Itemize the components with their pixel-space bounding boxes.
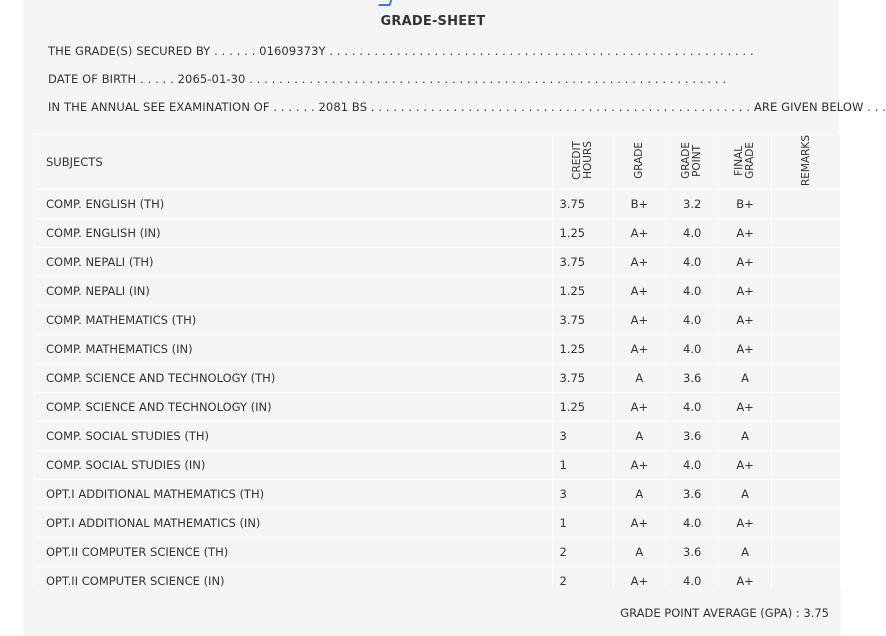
subject-cell: COMP. ENGLISH (TH) — [34, 190, 553, 219]
secured-by-line — [48, 44, 754, 58]
credit-hours-cell: 3 — [552, 480, 613, 509]
exam-label: IN THE ANNUAL SEE EXAMINATION OF . . . . . . — [48, 100, 315, 114]
header-final-grade — [719, 135, 772, 190]
final-grade-cell: A+ — [719, 335, 772, 364]
final-grade-cell: B+ — [719, 190, 772, 219]
grade-point-cell: 4.0 — [666, 219, 719, 248]
header-remarks-label: REMARKS — [799, 135, 812, 187]
gpa-value: 3.75 — [803, 606, 829, 620]
grade-point-cell: 4.0 — [666, 248, 719, 277]
credit-hours-cell: 2 — [552, 538, 613, 567]
header-grade-point — [666, 135, 719, 190]
remarks-cell — [772, 248, 841, 277]
credit-hours-cell: 1 — [552, 509, 613, 538]
header-subjects — [34, 135, 553, 190]
grade-point-cell: 3.6 — [666, 538, 719, 567]
exam-tail: ARE GIVEN BELOW . . . — [753, 100, 886, 114]
grade-point-cell: 4.0 — [666, 335, 719, 364]
final-grade-cell: A+ — [719, 451, 772, 480]
grade-cell: A — [613, 422, 666, 451]
grade-cell: B+ — [613, 190, 666, 219]
grade-cell: A+ — [613, 335, 666, 364]
table-row — [34, 451, 841, 480]
subject-cell: COMP. SCIENCE AND TECHNOLOGY (TH) — [34, 364, 553, 393]
grade-point-cell: 3.6 — [666, 364, 719, 393]
grades-table — [33, 134, 841, 596]
exam-value: 2081 BS — [318, 100, 368, 114]
table-row — [34, 248, 841, 277]
grade-point-cell: 3.6 — [666, 422, 719, 451]
final-grade-cell: A+ — [719, 277, 772, 306]
grade-cell: A+ — [613, 509, 666, 538]
table-body — [34, 190, 841, 596]
credit-hours-cell: 1.25 — [552, 335, 613, 364]
grade-point-cell: 4.0 — [666, 567, 719, 596]
final-grade-cell: A — [719, 364, 772, 393]
decorative-mark — [378, 0, 394, 6]
remarks-cell — [772, 538, 841, 567]
final-grade-cell: A — [719, 480, 772, 509]
secured-by-dots: . . . . . . . . . . . . . . . . . . . . . . . . . . . . . . . . . . . . . . . . . . . . . . . . . . . . . . . . . — [329, 44, 754, 58]
exam-line — [48, 100, 886, 114]
subject-cell: OPT.II COMPUTER SCIENCE (TH) — [34, 538, 553, 567]
credit-hours-cell: 1.25 — [552, 277, 613, 306]
remarks-cell — [772, 306, 841, 335]
grade-cell: A+ — [613, 451, 666, 480]
header-grade-point-label: GRADE POINT — [680, 142, 704, 179]
subject-cell: COMP. SOCIAL STUDIES (IN) — [34, 451, 553, 480]
credit-hours-cell: 3.75 — [552, 364, 613, 393]
grade-cell: A — [613, 480, 666, 509]
remarks-cell — [772, 480, 841, 509]
table-row — [34, 422, 841, 451]
table-row — [34, 306, 841, 335]
subject-cell: COMP. ENGLISH (IN) — [34, 219, 553, 248]
final-grade-cell: A+ — [719, 567, 772, 596]
remarks-cell — [772, 393, 841, 422]
credit-hours-cell: 3.75 — [552, 248, 613, 277]
gpa-section — [33, 588, 841, 636]
header-credit-hours — [552, 135, 613, 190]
final-grade-cell: A+ — [719, 248, 772, 277]
table-row — [34, 277, 841, 306]
header-grade — [613, 135, 666, 190]
remarks-cell — [772, 219, 841, 248]
subject-cell: COMP. SCIENCE AND TECHNOLOGY (IN) — [34, 393, 553, 422]
final-grade-cell: A+ — [719, 393, 772, 422]
grade-point-cell: 3.2 — [666, 190, 719, 219]
table-row — [34, 393, 841, 422]
final-grade-cell: A+ — [719, 219, 772, 248]
remarks-cell — [772, 451, 841, 480]
exam-dots: . . . . . . . . . . . . . . . . . . . . . . . . . . . . . . . . . . . . . . . . . . . . . . . . . . . — [370, 100, 751, 114]
remarks-cell — [772, 509, 841, 538]
remarks-cell — [772, 335, 841, 364]
gpa-line — [620, 606, 829, 620]
header-remarks — [772, 135, 841, 190]
credit-hours-cell: 2 — [552, 567, 613, 596]
dob-line — [48, 72, 726, 86]
page-title: GRADE-SHEET — [380, 14, 486, 29]
table-row — [34, 190, 841, 219]
final-grade-cell: A — [719, 538, 772, 567]
grade-point-cell: 4.0 — [666, 277, 719, 306]
grade-point-cell: 4.0 — [666, 451, 719, 480]
table-row — [34, 480, 841, 509]
final-grade-cell: A — [719, 422, 772, 451]
grade-cell: A+ — [613, 306, 666, 335]
gpa-label: GRADE POINT AVERAGE (GPA) : — [620, 606, 800, 620]
grade-point-cell: 4.0 — [666, 509, 719, 538]
table-row — [34, 538, 841, 567]
final-grade-cell: A+ — [719, 306, 772, 335]
final-grade-cell: A+ — [719, 509, 772, 538]
credit-hours-cell: 3.75 — [552, 190, 613, 219]
credit-hours-cell: 1.25 — [552, 393, 613, 422]
grade-point-cell: 4.0 — [666, 306, 719, 335]
table-header-row — [34, 135, 841, 190]
grade-cell: A+ — [613, 219, 666, 248]
grade-cell: A — [613, 538, 666, 567]
dob-dots: . . . . . . . . . . . . . . . . . . . . . . . . . . . . . . . . . . . . . . . . . . . . . . . . . . . . . . . . . . . . . . . . — [249, 72, 727, 86]
credit-hours-cell: 1 — [552, 451, 613, 480]
subject-cell: OPT.II COMPUTER SCIENCE (IN) — [34, 567, 553, 596]
dob-value: 2065-01-30 — [177, 72, 246, 86]
subject-cell: COMP. NEPALI (TH) — [34, 248, 553, 277]
subject-cell: COMP. MATHEMATICS (IN) — [34, 335, 553, 364]
grade-cell: A+ — [613, 567, 666, 596]
dob-label: DATE OF BIRTH . . . . . — [48, 72, 174, 86]
subject-cell: COMP. MATHEMATICS (TH) — [34, 306, 553, 335]
subject-cell: OPT.I ADDITIONAL MATHEMATICS (TH) — [34, 480, 553, 509]
table-row — [34, 364, 841, 393]
grade-point-cell: 4.0 — [666, 393, 719, 422]
credit-hours-cell: 1.25 — [552, 219, 613, 248]
remarks-cell — [772, 190, 841, 219]
credit-hours-cell: 3.75 — [552, 306, 613, 335]
secured-by-label: THE GRADE(S) SECURED BY . . . . . . — [48, 44, 256, 58]
header-subjects-label: SUBJECTS — [46, 155, 103, 170]
header-grade-label: GRADE — [632, 142, 645, 179]
remarks-cell — [772, 364, 841, 393]
symbol-number: 01609373Y — [259, 44, 326, 58]
subject-cell: COMP. SOCIAL STUDIES (TH) — [34, 422, 553, 451]
credit-hours-cell: 3 — [552, 422, 613, 451]
header-credit-hours-label: CREDIT HOURS — [570, 141, 594, 180]
grade-cell: A+ — [613, 248, 666, 277]
grade-cell: A+ — [613, 277, 666, 306]
table-row — [34, 219, 841, 248]
table-row — [34, 335, 841, 364]
grade-sheet — [23, 0, 886, 636]
grade-cell: A — [613, 364, 666, 393]
grade-cell: A+ — [613, 393, 666, 422]
table-row — [34, 509, 841, 538]
header-final-grade-label: FINAL GRADE — [733, 142, 757, 179]
grade-point-cell: 3.6 — [666, 480, 719, 509]
remarks-cell — [772, 277, 841, 306]
remarks-cell — [772, 422, 841, 451]
subject-cell: COMP. NEPALI (IN) — [34, 277, 553, 306]
subject-cell: OPT.I ADDITIONAL MATHEMATICS (IN) — [34, 509, 553, 538]
